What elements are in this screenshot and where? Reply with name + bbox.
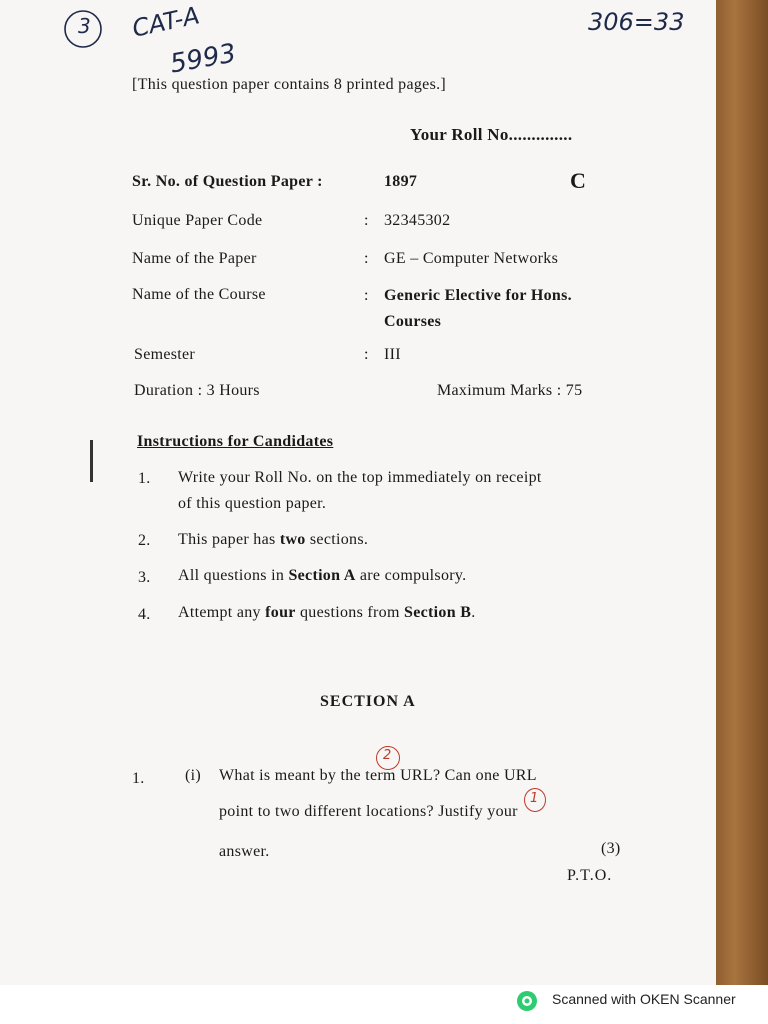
- semester-label: Semester: [134, 346, 196, 363]
- colon: :: [364, 212, 369, 229]
- instruction-text: All questions in Section A are compulsory.: [178, 567, 467, 584]
- roll-no: Your Roll No..............: [410, 125, 573, 144]
- instruction-text: This paper has two sections.: [178, 531, 369, 548]
- sr-no-label: Sr. No. of Question Paper :: [132, 173, 323, 190]
- question-text: point to two different locations? Justify your: [219, 803, 518, 820]
- circled-number: 3: [78, 14, 91, 38]
- instruction-text: of this question paper.: [178, 495, 327, 512]
- colon: :: [364, 250, 369, 267]
- instruction-number: 1.: [138, 470, 151, 487]
- printed-pages-note: [This question paper contains 8 printed pages.]: [132, 76, 447, 93]
- course-label: Name of the Course: [132, 286, 266, 303]
- course-value-line2: Courses: [384, 313, 442, 330]
- scanner-watermark: Scanned with OKEN Scanner: [552, 991, 736, 1007]
- set-letter: C: [570, 168, 586, 193]
- question-text: What is meant by the term URL? Can one URL: [219, 767, 537, 784]
- sub-question-label: (i): [185, 767, 202, 784]
- upc-value: 32345302: [384, 212, 451, 229]
- question-number: 1.: [132, 770, 145, 787]
- pto: P.T.O.: [567, 867, 613, 884]
- upc-label: Unique Paper Code: [132, 212, 263, 229]
- sr-no-value: 1897: [384, 173, 418, 190]
- grading-mark: 2: [383, 748, 392, 763]
- paper-value: GE – Computer Networks: [384, 250, 559, 267]
- paper-label: Name of the Paper: [132, 250, 257, 267]
- scanner-logo-icon: [516, 990, 538, 1012]
- desk-background: [712, 0, 768, 985]
- question-marks: (3): [601, 840, 621, 857]
- grading-mark: 1: [530, 791, 539, 806]
- colon: :: [364, 287, 369, 304]
- semester-value: III: [384, 346, 401, 363]
- section-title: SECTION A: [320, 693, 416, 710]
- instruction-text: Attempt any four questions from Section B.: [178, 604, 476, 621]
- instructions-title: Instructions for Candidates: [137, 433, 334, 450]
- question-text: answer.: [219, 843, 270, 860]
- max-marks: Maximum Marks : 75: [437, 382, 583, 399]
- duration: Duration : 3 Hours: [134, 382, 260, 399]
- handwritten-cat: CAT-A: [129, 1, 202, 43]
- colon: :: [364, 346, 369, 363]
- instruction-number: 4.: [138, 606, 151, 623]
- instruction-number: 2.: [138, 532, 151, 549]
- handwritten-top-right: 306=33: [588, 8, 685, 36]
- margin-mark: [90, 440, 93, 482]
- course-value-line1: Generic Elective for Hons.: [384, 287, 572, 304]
- instruction-number: 3.: [138, 569, 151, 586]
- handwritten-code: 5993: [167, 38, 239, 80]
- instruction-text: Write your Roll No. on the top immediately on receipt: [178, 469, 542, 486]
